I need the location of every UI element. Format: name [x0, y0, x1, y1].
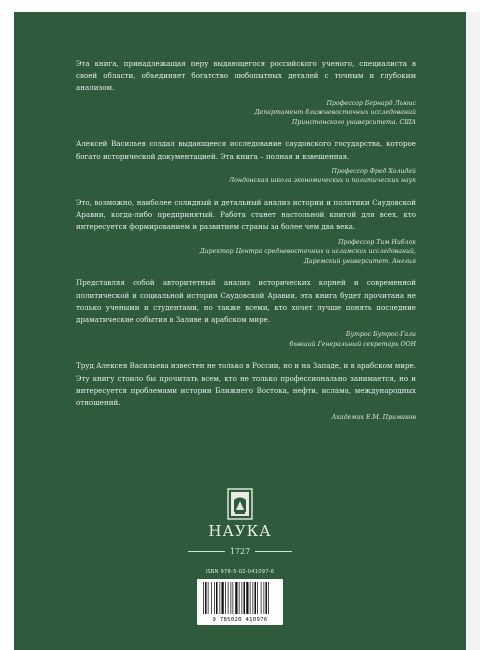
- divider: [188, 551, 225, 552]
- divider: [255, 551, 292, 552]
- publisher-year-row: [188, 545, 292, 557]
- barcode-digits: 9 785020 410976: [212, 617, 268, 623]
- barcode-icon: [202, 582, 278, 616]
- quote-text: Алексей Васильев создал выдающееся исследование саудовского государства, которое богато исторической документацией. Эта книга – полная и взвешенная.: [76, 139, 416, 161]
- attribution-line: бывший Генеральный секретарь ООН: [289, 340, 416, 348]
- quote-text: Это, возможно, наиболее солидный и детальный анализ истории и политики Саудовской Аравии, когда-либо предпринятый. Работа станет настольной книгой для всех, кто интересуется формированием и развитием страны за более чем два века.: [76, 197, 416, 232]
- attribution-line: Профессор Бернард Льюис: [326, 99, 416, 107]
- attribution-line: Профессор Фред Холидей: [331, 167, 416, 175]
- quote-attribution: [76, 167, 416, 186]
- attribution-line: Даремский университет. Англия: [303, 257, 416, 265]
- attribution-line: Принстонского университета. США: [291, 118, 416, 126]
- review-quote-5: [76, 360, 416, 422]
- attribution-line: Лондонская школа экономических и политических наук: [229, 177, 416, 185]
- quote-attribution: [76, 238, 416, 267]
- review-quote-1: [76, 58, 416, 127]
- attribution-line: Департамент ближневосточных исследований: [254, 109, 416, 117]
- attribution-line: Академик Е.М. Примаков: [331, 414, 416, 422]
- attribution-line: Бутрос Бутрос-Гали: [345, 331, 416, 339]
- publisher-year: 1727: [229, 546, 251, 556]
- page-edge: [466, 12, 480, 650]
- review-quotes: [76, 58, 416, 434]
- quote-text: Представляя собой авторитетный анализ исторических корней и современной политической и социальной истории Саудовской Аравии, эта книга будет прочитана не только учеными и студентами, но также всеми, кто хочет лучше понять последние драматические события в Заливе и арабском мире.: [76, 278, 416, 324]
- quote-text: Эта книга, принадлежащая перу выдающегося российского ученого, специалиста в своей области, объединяет богатство любопытных деталей с точным и глубоким анализом.: [76, 59, 416, 93]
- barcode: [197, 579, 283, 625]
- quote-attribution: [76, 330, 416, 349]
- attribution-line: Профессор Тим Ниблок: [338, 238, 416, 246]
- review-quote-4: [76, 277, 416, 349]
- isbn-text: ISBN 978-5-02-041097-6: [205, 569, 275, 575]
- quote-attribution: [76, 413, 416, 423]
- review-quote-2: [76, 138, 416, 186]
- attribution-line: Директор Центра средневосточных и исламских исследований,: [199, 248, 416, 256]
- quote-text: Труд Алексея Васильева известен не только в России, но и на Западе, и в арабском мире. Эту книгу стоило бы прочитать всем, кто не только профессионально занимается, но и интересуется проблемами истории Ближнего Востока, нефти, ислама, международных отношений.: [76, 361, 416, 407]
- quote-attribution: [76, 99, 416, 128]
- publisher-name: НАУКА: [208, 522, 272, 540]
- review-quote-3: [76, 197, 416, 266]
